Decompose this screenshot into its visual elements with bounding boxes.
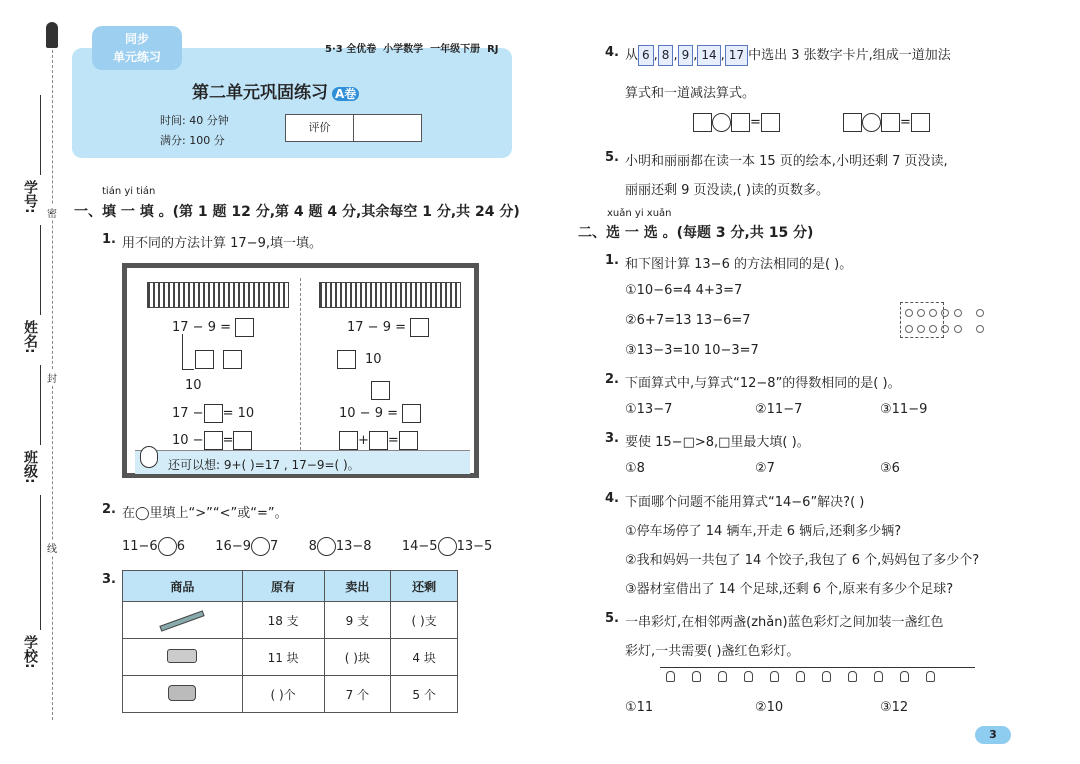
score-info: 满分: 100 分 [160, 134, 225, 147]
c2-option2[interactable]: ②11−7 [755, 402, 803, 417]
c4-number: 4. [605, 491, 619, 506]
header-meta: 5·3 全优卷 小学数学 一年级下册 RJ [325, 44, 499, 55]
sticks-left [147, 282, 289, 308]
bulb-icon [822, 671, 831, 682]
c4-option2[interactable]: ②我和妈妈一共包了 14 个饺子,我包了 6 个,妈妈包了多少个? [625, 553, 980, 568]
label-xuehao: 学号: [22, 180, 38, 214]
c3-option2[interactable]: ②7 [755, 461, 775, 476]
number-card: 8 [658, 45, 674, 66]
table-cell: ( )支 [391, 602, 458, 639]
bulb-icon [718, 671, 727, 682]
c3-option1[interactable]: ①8 [625, 461, 645, 476]
q4-sub-template: = [843, 113, 930, 132]
label-xingming: 姓名: [22, 320, 38, 354]
answer-box[interactable] [371, 381, 390, 400]
bulb-icon [744, 671, 753, 682]
answer-box[interactable] [911, 113, 930, 132]
sharpener-icon [123, 676, 243, 713]
answer-box[interactable] [204, 431, 223, 450]
c2-option1[interactable]: ①13−7 [625, 402, 673, 417]
number-card: 6 [638, 45, 654, 66]
q4-add-template: = [693, 113, 780, 132]
q4-text: 从 6 , 8 , 9 , 14 , 17 中选出 3 张数字卡片,组成一道加法 [625, 44, 951, 66]
table-cell: ( )个 [242, 676, 324, 713]
c3-option3[interactable]: ③6 [880, 461, 900, 476]
c4-option3[interactable]: ③器材室借出了 14 个足球,还剩 6 个,原来有多少个足球? [625, 582, 954, 597]
blackboard [122, 263, 479, 478]
table-row [123, 602, 458, 639]
mark-mi: 密 [47, 205, 57, 220]
table-cell: 5 个 [391, 676, 458, 713]
unit-tag: 同步 单元练习 [92, 26, 182, 70]
answer-box[interactable] [399, 431, 418, 450]
answer-box[interactable] [410, 318, 429, 337]
c4-option1[interactable]: ①停车场停了 14 辆车,开走 6 辆后,还剩多少辆? [625, 524, 902, 539]
left-eq2: 17 − = 10 [172, 406, 255, 421]
page-title: 第二单元巩固练习 A卷 [192, 78, 359, 103]
c4-text: 下面哪个问题不能用算式“14−6”解决?( ) [625, 495, 865, 510]
dot-diagram [900, 302, 1020, 338]
left-eq3: 10 − = [172, 431, 252, 450]
bulb-icon [874, 671, 883, 682]
section1-title: 一、填 一 填 。(第 1 题 12 分,第 4 题 4 分,其余每空 1 分,共 24 分) [74, 204, 520, 220]
c1-option1[interactable]: ①10−6=4 4+3=7 [625, 283, 743, 298]
line-xuexiao [40, 495, 41, 630]
left-eq1: 17 − 9 = [172, 318, 254, 337]
bulb-icon [666, 671, 675, 682]
compare-circle[interactable] [251, 537, 270, 556]
table-header: 原有 [242, 571, 324, 602]
c5-option1[interactable]: ①11 [625, 700, 654, 715]
operator-circle[interactable] [862, 113, 881, 132]
answer-box[interactable] [761, 113, 780, 132]
q1-text: 用不同的方法计算 17−9,填一填。 [122, 236, 322, 251]
bulb-icon [770, 671, 779, 682]
c1-option3[interactable]: ③13−3=10 10−3=7 [625, 343, 759, 358]
q5-line1: 小明和丽丽都在读一本 15 页的绘本,小明还剩 7 页没读, [625, 154, 948, 169]
q1-number: 1. [102, 232, 116, 247]
number-card: 14 [697, 45, 720, 66]
right-ten: 10 [365, 352, 382, 367]
q5-line2: 丽丽还剩 9 页没读,( )读的页数多。 [625, 183, 829, 198]
bulb-icon [900, 671, 909, 682]
c1-number: 1. [605, 253, 619, 268]
bulb-icon [848, 671, 857, 682]
q4-line2: 算式和一道减法算式。 [625, 86, 756, 101]
eraser-icon [123, 639, 243, 676]
compare-circle[interactable] [438, 537, 457, 556]
c2-text: 下面算式中,与算式“12−8”的得数相同的是( )。 [625, 376, 901, 391]
page-number: 3 [975, 726, 1011, 744]
binding-line [52, 50, 53, 720]
right-eq1: 17 − 9 = [347, 318, 429, 337]
c5-line2: 彩灯,一共需要( )盏红色彩灯。 [625, 644, 800, 659]
c5-number: 5. [605, 611, 619, 626]
bulb-icon [926, 671, 935, 682]
dot-row [905, 306, 984, 321]
pencil-icon [123, 602, 243, 639]
time-info: 时间: 40 分钟 [160, 114, 229, 127]
light-string [660, 667, 975, 668]
table-cell: 11 块 [242, 639, 324, 676]
answer-box[interactable] [731, 113, 750, 132]
operator-circle[interactable] [712, 113, 731, 132]
answer-box[interactable] [337, 350, 356, 369]
q1-think: 还可以想: 9+( )=17 , 17−9=( )。 [168, 458, 360, 472]
section2-pinyin: xuǎn yi xuǎn [607, 208, 672, 219]
c5-line1: 一串彩灯,在相邻两盏(zhǎn)蓝色彩灯之间加装一盏红色 [625, 615, 944, 630]
c1-text: 和下图计算 13−6 的方法相同的是( )。 [625, 257, 853, 272]
answer-box[interactable] [223, 350, 242, 369]
number-card: 9 [678, 45, 694, 66]
section1-pinyin: tián yi tián [102, 186, 156, 197]
answer-box[interactable] [402, 404, 421, 423]
line-banji [40, 365, 41, 445]
q3-number: 3. [102, 572, 116, 587]
rocket-icon [46, 22, 58, 48]
right-eq2: 10 − 9 = [339, 404, 421, 423]
table-cell: 9 支 [324, 602, 391, 639]
q2-items: 11−6 6 16−9 7 8 13−8 14−5 13−5 [122, 539, 493, 554]
line-xuehao [40, 95, 41, 175]
answer-box[interactable] [195, 350, 214, 369]
c2-option3[interactable]: ③11−9 [880, 402, 928, 417]
sticks-right [319, 282, 461, 308]
bulb-icon [796, 671, 805, 682]
right-eq3: + = [339, 431, 418, 450]
q2-number: 2. [102, 502, 116, 517]
table-header: 卖出 [324, 571, 391, 602]
table-header: 还剩 [391, 571, 458, 602]
line-xingming [40, 225, 41, 315]
left-ten: 10 [185, 378, 202, 393]
table-cell: ( )块 [324, 639, 391, 676]
c5-option2[interactable]: ②10 [755, 700, 784, 715]
c2-number: 2. [605, 372, 619, 387]
answer-box[interactable] [339, 431, 358, 450]
c3-text: 要使 15−□>8,□里最大填( )。 [625, 435, 810, 450]
table-cell: 4 块 [391, 639, 458, 676]
number-card: 17 [725, 45, 748, 66]
table-cell: 7 个 [324, 676, 391, 713]
table-cell: 18 支 [242, 602, 324, 639]
table-header: 商品 [123, 571, 243, 602]
answer-box[interactable] [369, 431, 388, 450]
left-split-line [182, 334, 194, 370]
board-divider [300, 278, 301, 450]
answer-box[interactable] [233, 431, 252, 450]
compare-circle[interactable] [158, 537, 177, 556]
section2-title: 二、选 一 选 。(每题 3 分,共 15 分) [578, 225, 814, 241]
evaluation-label: 评价 [286, 115, 354, 141]
table-row [123, 639, 458, 676]
mark-feng: 封 [47, 370, 57, 385]
answer-box[interactable] [843, 113, 862, 132]
label-xuexiao: 学校: [22, 635, 38, 669]
table-row [123, 676, 458, 713]
bulb-icon [692, 671, 701, 682]
label-banji: 班级: [22, 450, 38, 484]
answer-box[interactable] [881, 113, 900, 132]
c3-number: 3. [605, 431, 619, 446]
answer-box[interactable] [693, 113, 712, 132]
student-icon [140, 446, 158, 468]
title-badge: A卷 [332, 87, 359, 101]
q4-number: 4. [605, 45, 619, 60]
compare-circle[interactable] [317, 537, 336, 556]
answer-box[interactable] [235, 318, 254, 337]
answer-box[interactable] [204, 404, 223, 423]
dot-row [905, 322, 984, 337]
evaluation-box [285, 114, 422, 142]
mark-xian: 线 [47, 540, 57, 555]
c5-option3[interactable]: ③12 [880, 700, 909, 715]
q5-number: 5. [605, 150, 619, 165]
goods-table [122, 570, 458, 713]
c1-option2[interactable]: ②6+7=13 13−6=7 [625, 313, 751, 328]
q2-text: 在◯里填上“>”“<”或“=”。 [122, 506, 288, 521]
light-bulbs [666, 671, 935, 686]
